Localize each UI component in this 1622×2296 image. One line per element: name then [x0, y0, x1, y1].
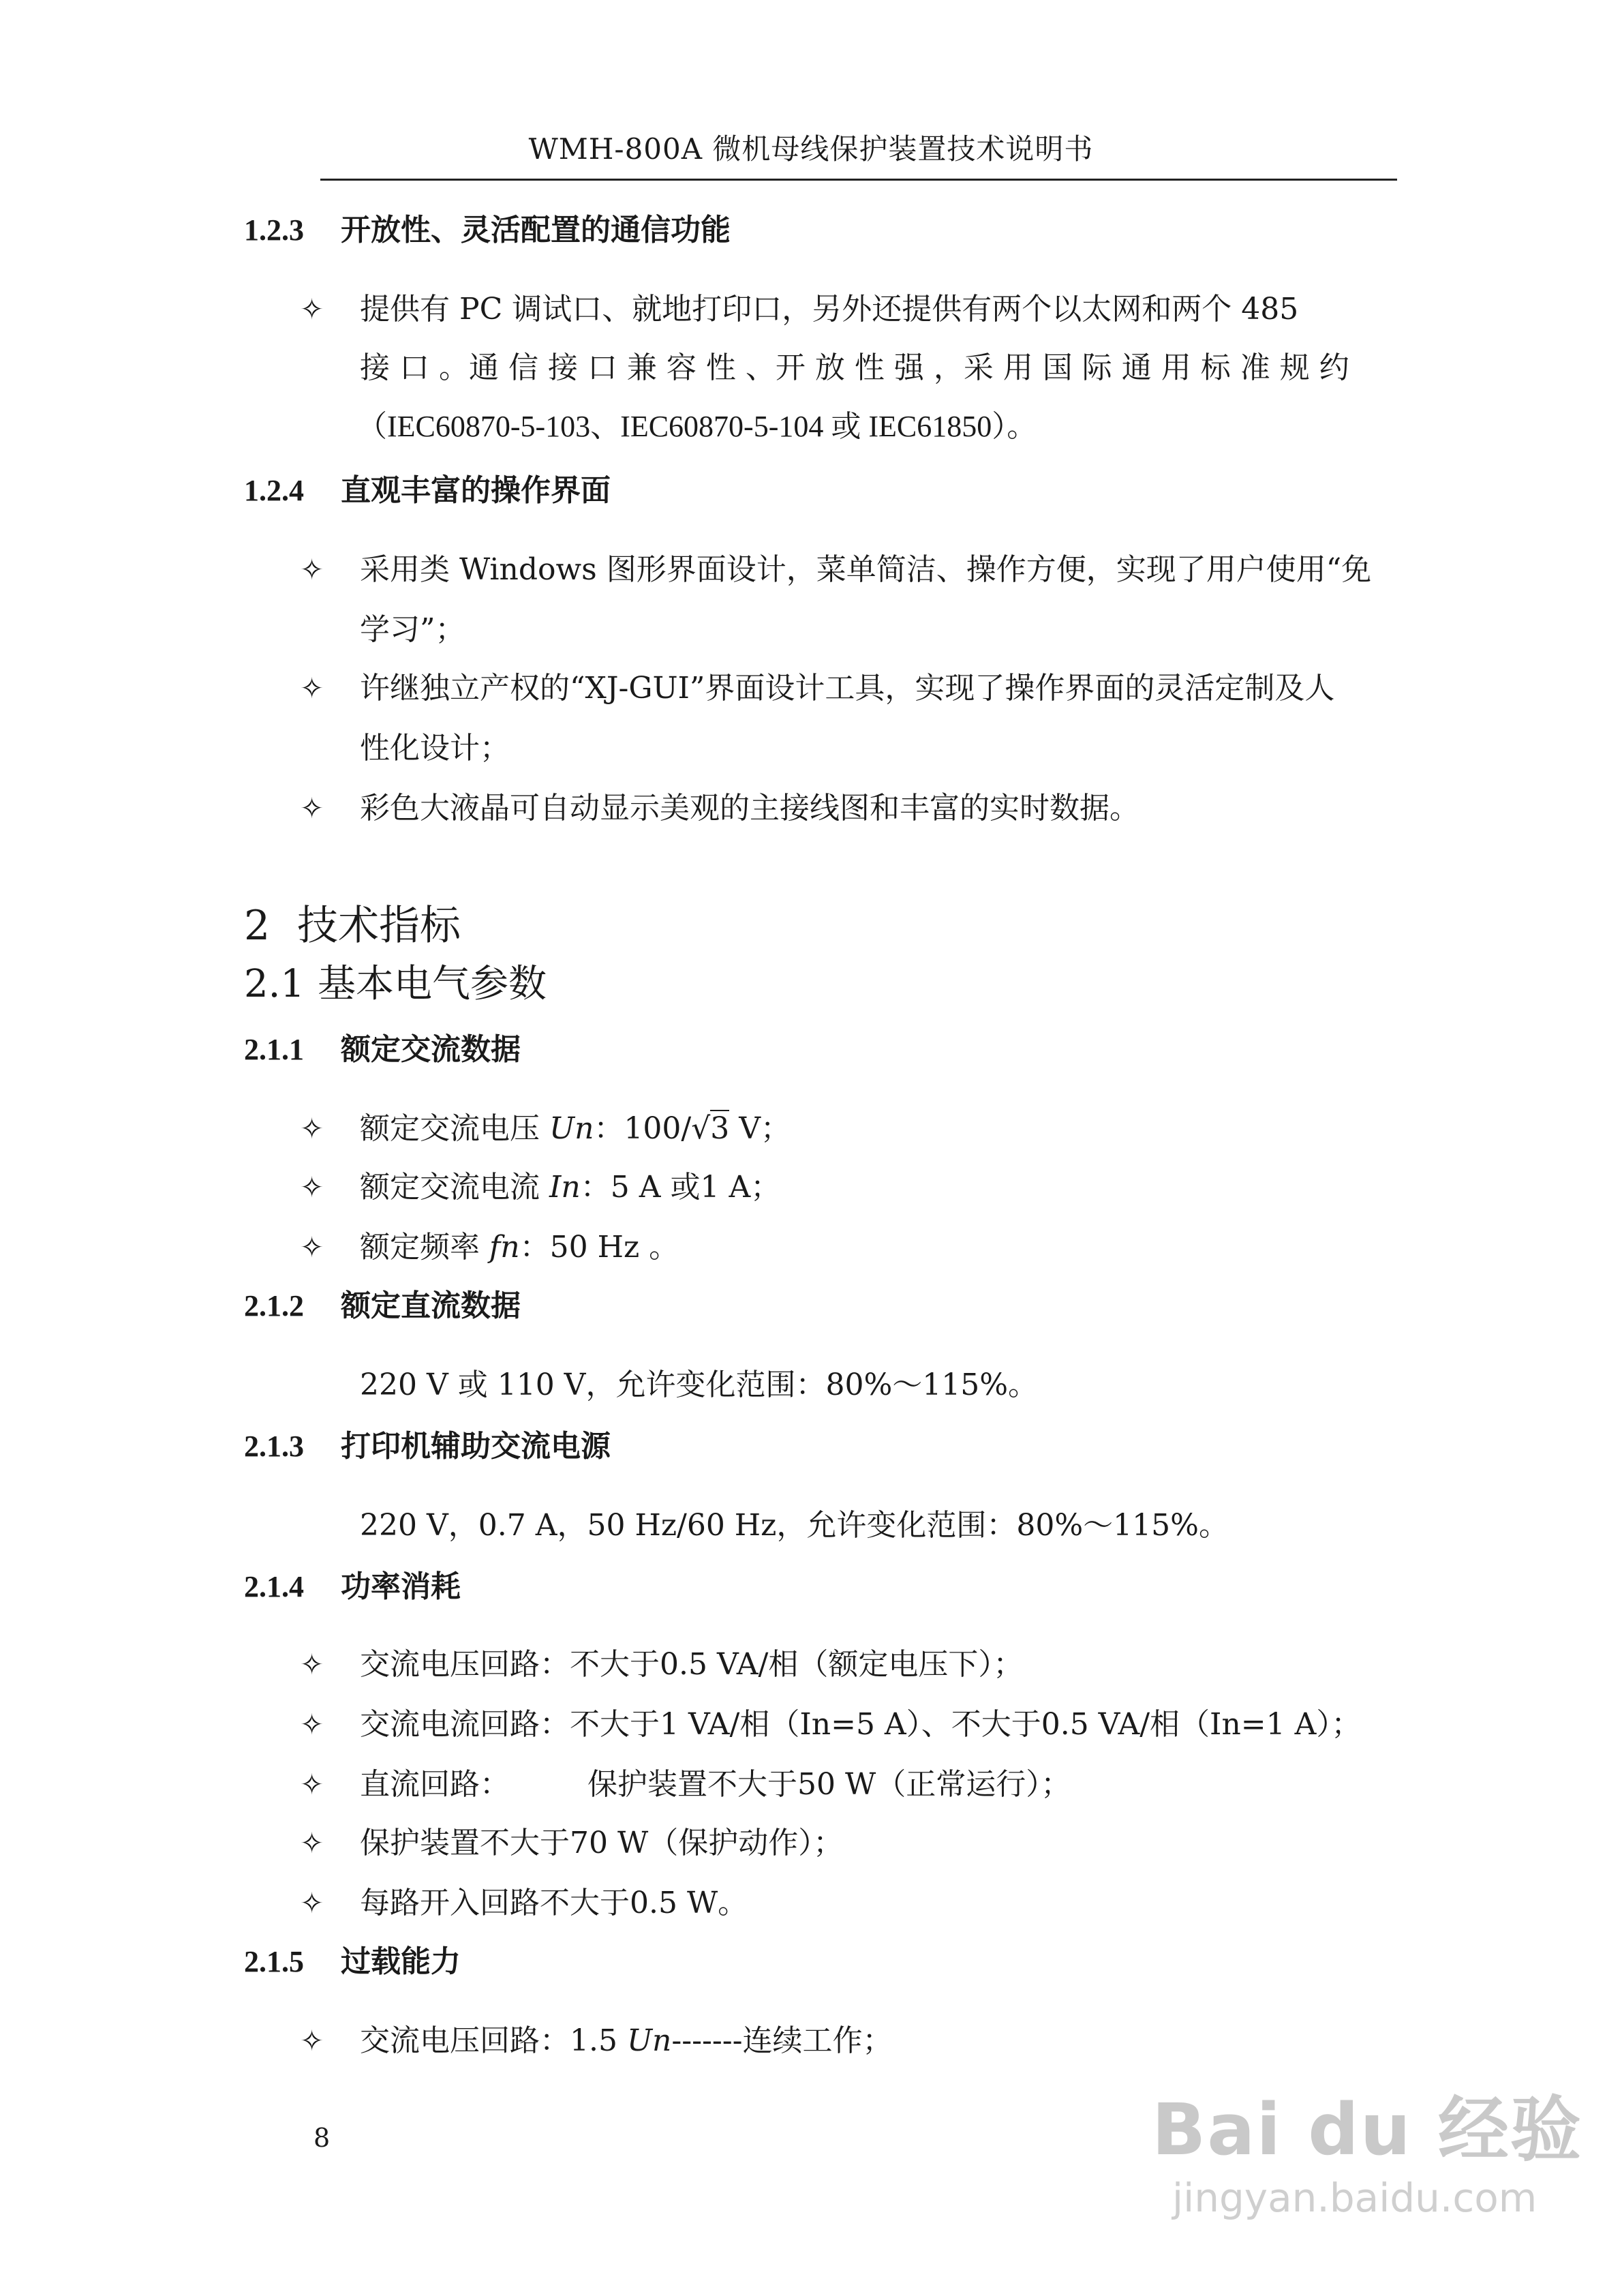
- bullet-text: 保护装置不大于50 W（正常运行）；: [587, 1767, 1071, 1802]
- bullet-text: ：100/: [594, 1111, 692, 1146]
- bullet-text: V；: [729, 1111, 791, 1146]
- section-1-2-3-heading: [244, 210, 731, 251]
- bullet-item: [300, 1883, 748, 1924]
- page-number: 8: [313, 2123, 331, 2153]
- diamond-bullet-icon: ✧: [300, 1648, 324, 1681]
- diamond-bullet-icon: ✧: [300, 1708, 324, 1741]
- bullet-text: 许继独立产权的“XJ-GUI”界面设计工具，实现了操作界面的灵活定制及人: [360, 671, 1335, 706]
- bullet-text: 交流电压回路：1.5: [360, 2023, 627, 2058]
- bullet-item: [300, 1764, 1071, 1805]
- bullet-text: 额定频率: [360, 1230, 489, 1265]
- symbol-fn: fn: [489, 1230, 520, 1265]
- bullet-continuation: （IEC60870-5-103、IEC60870-5-104 或 IEC61850）。: [357, 410, 1037, 443]
- section-number: 2.1: [244, 962, 305, 1006]
- bullet-item: [300, 549, 1371, 590]
- paragraph-text: 220 V，0.7 A，50 Hz/60 Hz，允许变化范围：80%～115%。: [360, 1508, 1229, 1543]
- symbol-un: Un: [549, 1111, 594, 1146]
- section-number: 2.1.1: [244, 1033, 304, 1066]
- sqrt-icon: √: [691, 1111, 711, 1146]
- section-title: 额定交流数据: [341, 1032, 521, 1067]
- bullet-text: 保护装置不大于70 W（保护动作）；: [360, 1826, 844, 1860]
- bullet-text: 采用类 Windows 图形界面设计，菜单简洁、操作方便，实现了用户使用“免: [360, 552, 1372, 587]
- bullet-text: -------连续工作；: [671, 2023, 893, 2058]
- symbol-in: In: [549, 1170, 581, 1205]
- bullet-item: [300, 1108, 791, 1149]
- section-title: 打印机辅助交流电源: [341, 1429, 611, 1464]
- bullet-text: 额定交流电流: [360, 1170, 549, 1205]
- bullet-item: [300, 1823, 843, 1864]
- bullet-text: 额定交流电压: [360, 1111, 549, 1146]
- section-2-1-4-heading: [244, 1567, 461, 1607]
- section-2-1-heading: [244, 960, 547, 1009]
- section-title: 开放性、灵活配置的通信功能: [341, 213, 731, 247]
- bullet-text: 彩色大液晶可自动显示美观的主接线图和丰富的实时数据。: [360, 791, 1139, 826]
- bullet-item: [300, 668, 1334, 709]
- section-1-2-4-heading: [244, 470, 611, 511]
- bullet-text: ：5 A 或1 A；: [580, 1170, 781, 1205]
- section-title: 基本电气参数: [318, 962, 547, 1006]
- diamond-bullet-icon: ✧: [300, 671, 324, 705]
- watermark-logo: Bai du 经验: [1152, 2088, 1582, 2171]
- section-number: 2.1.4: [244, 1570, 304, 1603]
- chapter-2-heading: [244, 900, 461, 952]
- bullet-item: [300, 289, 1298, 330]
- diamond-bullet-icon: ✧: [300, 2024, 324, 2057]
- bullet-continuation: 接 口 。通 信 接 口 兼 容 性 、开 放 性 强 ，采 用 国 际 通 用 标 准 规 约: [360, 350, 1349, 385]
- bullet-text: 交流电流回路：不大于1 VA/相（In=5 A）、不大于0.5 VA/相（In=1 A）；: [360, 1707, 1362, 1742]
- bullet-item: [300, 788, 1139, 829]
- bullet-text: ：50 Hz 。: [519, 1230, 679, 1265]
- diamond-bullet-icon: ✧: [300, 553, 324, 586]
- section-title: 直观丰富的操作界面: [341, 473, 611, 508]
- bullet-item: [300, 2021, 892, 2061]
- page-header-title: WMH-800A 微机母线保护装置技术说明书: [528, 132, 1094, 166]
- section-number: 1.2.4: [244, 474, 304, 507]
- diamond-bullet-icon: ✧: [300, 292, 324, 326]
- diamond-bullet-icon: ✧: [300, 1768, 324, 1801]
- section-2-1-1-heading: [244, 1029, 521, 1070]
- diamond-bullet-icon: ✧: [300, 1230, 324, 1264]
- bullet-item: [300, 1167, 780, 1208]
- bullet-item: [300, 1644, 1023, 1685]
- bullet-item: [300, 1704, 1361, 1745]
- baidu-jingyan-watermark: [1152, 2072, 1582, 2236]
- bullet-text: 交流电压回路：不大于0.5 VA/相（额定电压下）；: [360, 1647, 1024, 1682]
- bullet-text: 每路开入回路不大于0.5 W。: [360, 1886, 748, 1920]
- paragraph-text: 220 V 或 110 V，允许变化范围：80%～115%。: [360, 1368, 1039, 1402]
- section-number: 2.1.5: [244, 1945, 304, 1978]
- section-number: 2.1.3: [244, 1430, 304, 1463]
- diamond-bullet-icon: ✧: [300, 791, 324, 825]
- section-title: 过载能力: [341, 1944, 461, 1979]
- watermark-url: jingyan.baidu.com: [1172, 2175, 1537, 2221]
- bullet-text: 提供有 PC 调试口、就地打印口，另外还提供有两个以太网和两个 485: [360, 292, 1299, 327]
- sqrt-radicand: 3: [710, 1111, 730, 1146]
- section-number: 1.2.3: [244, 213, 304, 247]
- diamond-bullet-icon: ✧: [300, 1112, 324, 1145]
- section-title: 功率消耗: [341, 1569, 461, 1604]
- chapter-title: 技术指标: [297, 902, 461, 950]
- section-2-1-5-heading: [244, 1942, 461, 1982]
- bullet-label: 直流回路：: [360, 1767, 510, 1802]
- diamond-bullet-icon: ✧: [300, 1826, 324, 1860]
- section-number: 2.1.2: [244, 1289, 304, 1323]
- chapter-number: 2: [244, 902, 271, 950]
- header-divider: [320, 179, 1397, 181]
- diamond-bullet-icon: ✧: [300, 1886, 324, 1920]
- section-title: 额定直流数据: [341, 1288, 521, 1323]
- section-2-1-3-heading: [244, 1426, 611, 1467]
- bullet-continuation: 性化设计；: [360, 731, 510, 766]
- bullet-continuation: 学习”；: [360, 612, 465, 647]
- symbol-un: Un: [626, 2023, 672, 2058]
- bullet-item: [300, 1227, 679, 1268]
- diamond-bullet-icon: ✧: [300, 1170, 324, 1204]
- section-2-1-2-heading: [244, 1286, 521, 1327]
